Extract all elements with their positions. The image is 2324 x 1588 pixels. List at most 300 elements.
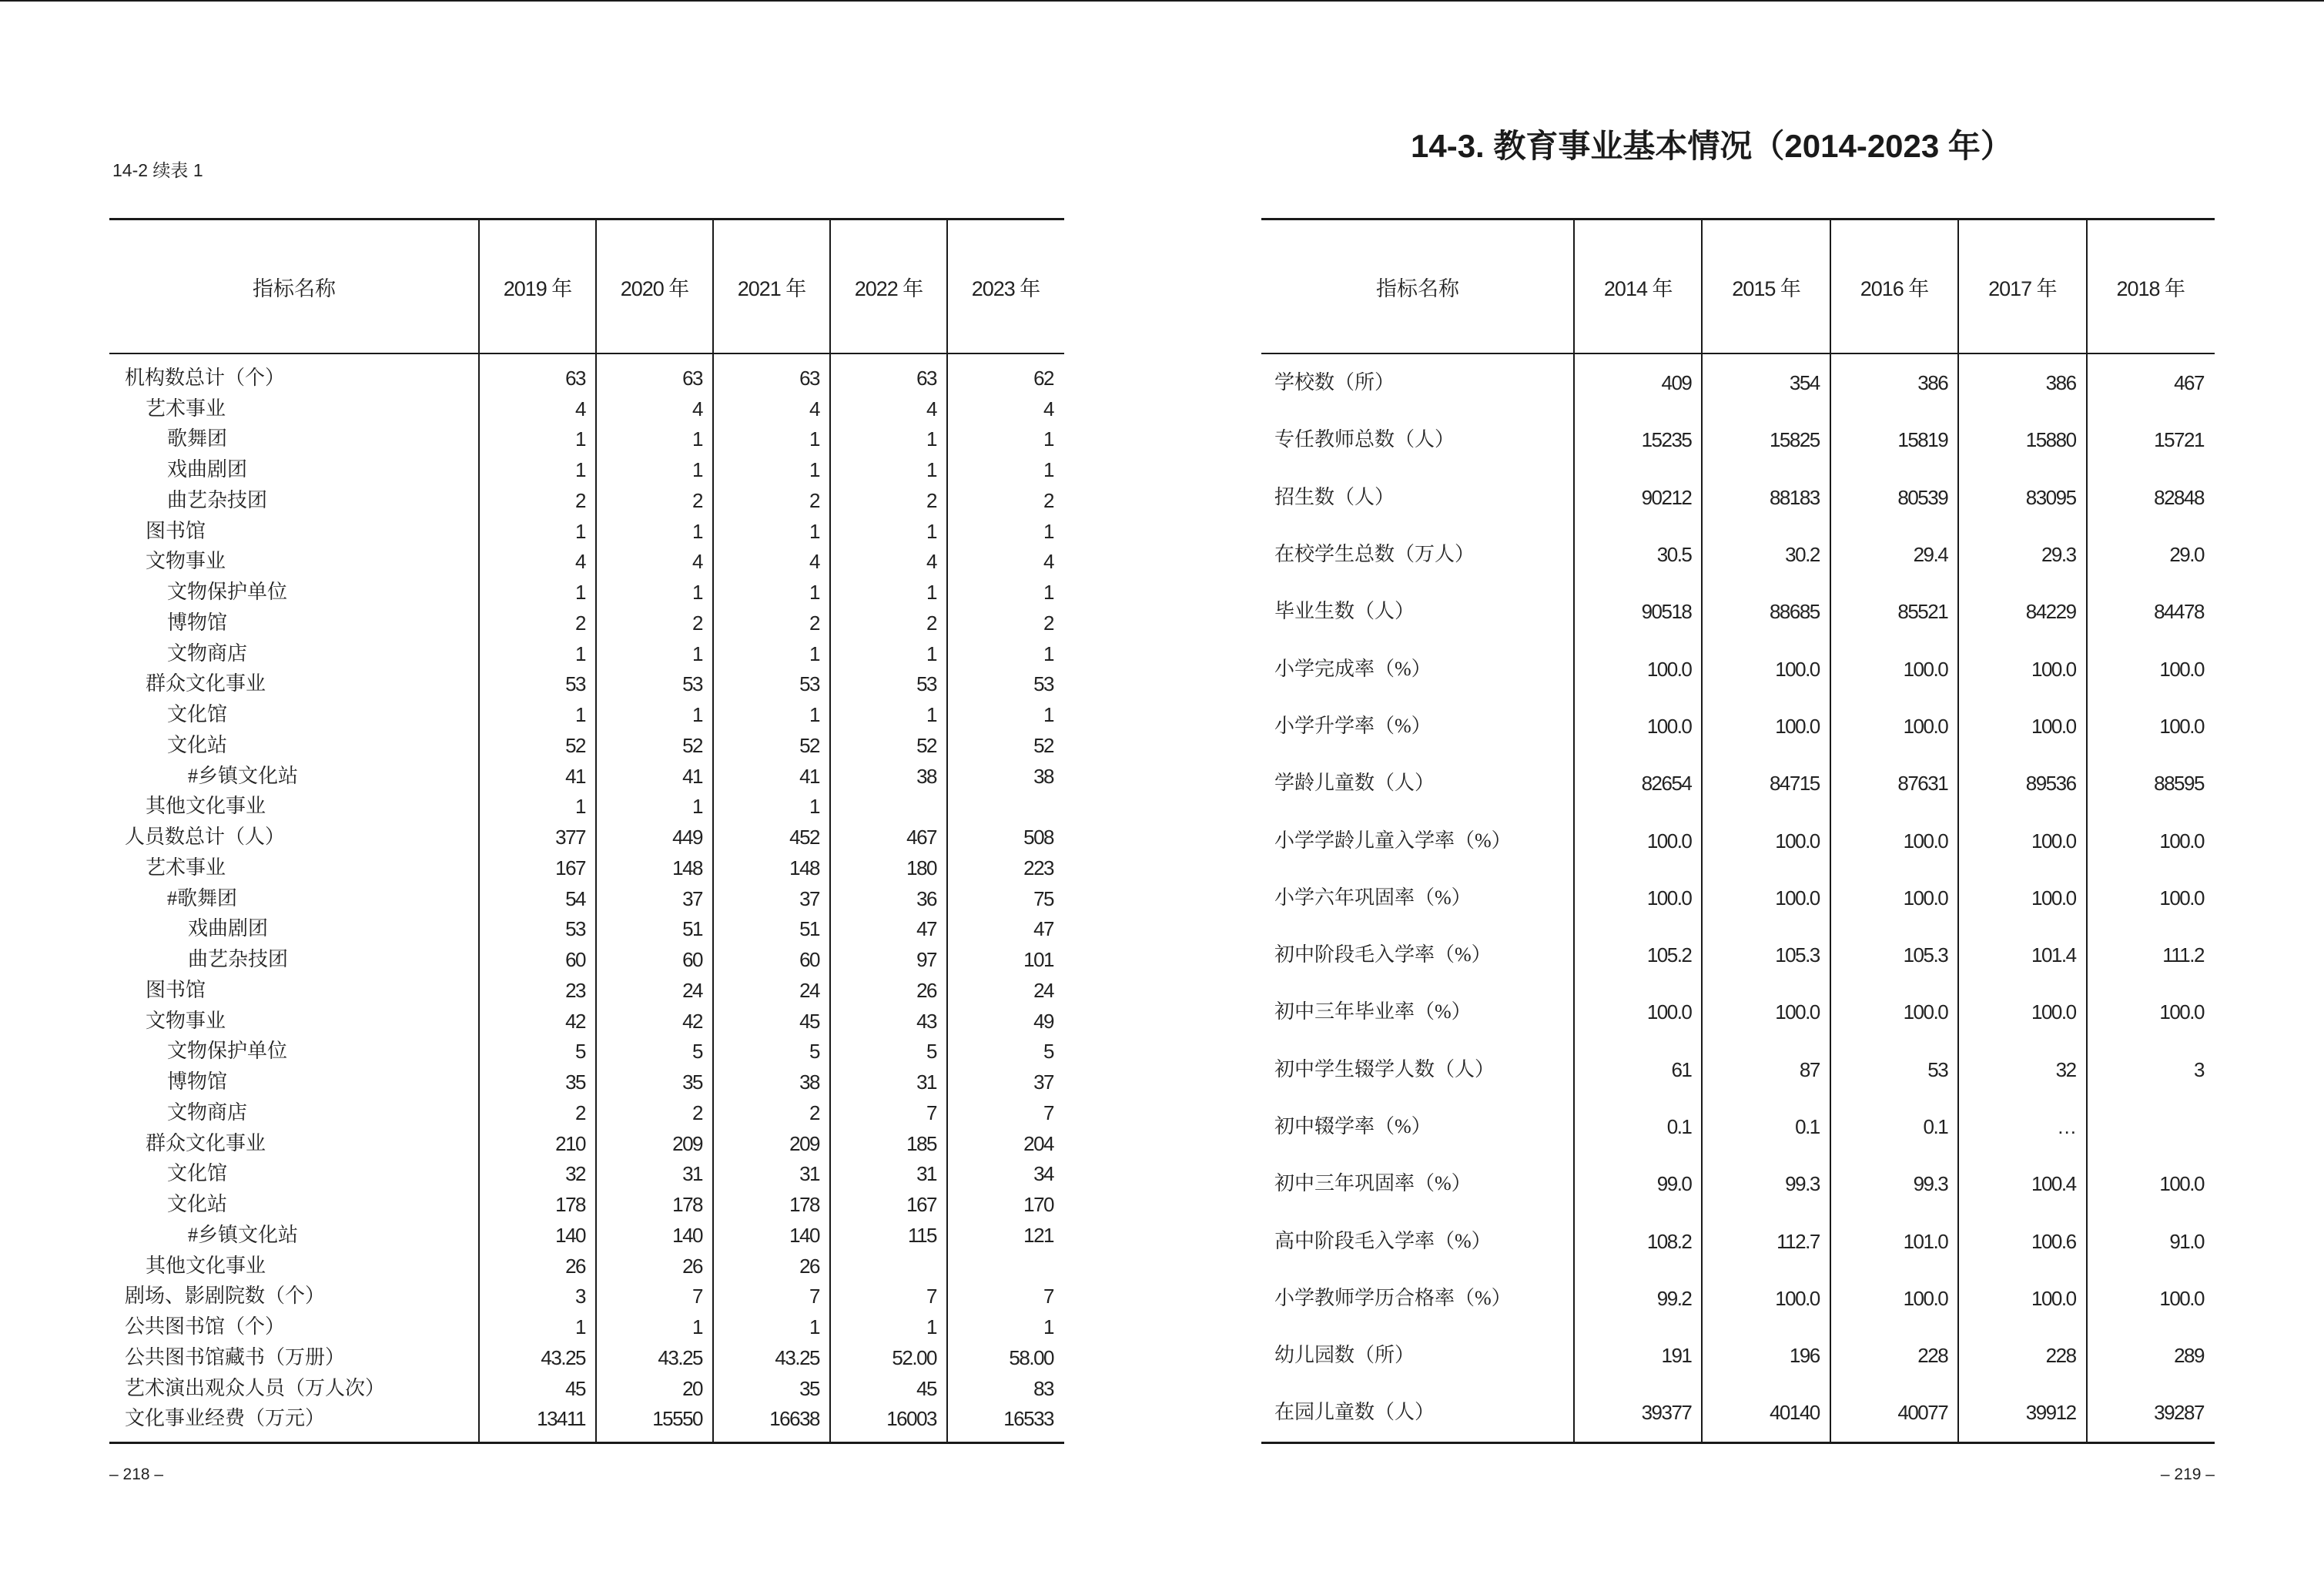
row-label: 戏曲剧团 — [167, 458, 248, 481]
value-cell: 4 — [575, 550, 585, 574]
value-cell: 53 — [565, 917, 585, 941]
value-cell: 42 — [565, 1009, 585, 1033]
row-label: 小学教师学历合格率（%） — [1274, 1286, 1512, 1309]
value-cell: 38 — [1033, 764, 1053, 788]
value-cell: 2 — [575, 1101, 585, 1124]
value-cell: 228 — [2045, 1344, 2076, 1368]
row-label: 曲艺杂技团 — [188, 948, 289, 971]
value-cell: 5 — [692, 1040, 702, 1064]
value-cell: 90212 — [1641, 485, 1692, 509]
value-cell: 83 — [1033, 1376, 1053, 1400]
value-cell: 1 — [575, 1315, 585, 1339]
value-cell: 99.0 — [1656, 1172, 1692, 1196]
table-header — [1261, 220, 2215, 354]
row-label: 戏曲剧团 — [188, 917, 269, 940]
value-cell: 115 — [908, 1223, 936, 1247]
value-cell: 2 — [575, 488, 585, 512]
value-cell: 1 — [692, 519, 702, 543]
row-label: 公共图书馆藏书（万册） — [125, 1345, 346, 1369]
row-label: 毕业生数（人） — [1274, 600, 1415, 623]
row-label: 小学学龄儿童入学率（%） — [1274, 829, 1512, 852]
table-row — [1261, 354, 2215, 411]
row-label: 文物保护单位 — [167, 581, 288, 604]
table-row — [109, 1189, 1064, 1220]
value-cell: 452 — [789, 826, 819, 849]
value-cell: 1 — [1043, 519, 1053, 543]
row-label: 图书馆 — [146, 519, 206, 542]
value-cell: 88183 — [1769, 485, 1820, 509]
culture-statistics-table — [109, 218, 1064, 1444]
value-cell: 4 — [809, 550, 819, 574]
value-cell: 7 — [1043, 1101, 1053, 1124]
value-cell: 2 — [692, 1101, 702, 1124]
value-cell: 1 — [809, 519, 819, 543]
row-label: 小学完成率（%） — [1274, 657, 1432, 680]
value-cell: 7 — [926, 1285, 936, 1308]
value-cell: 140 — [555, 1223, 585, 1247]
value-cell: 1 — [926, 642, 936, 665]
value-cell: 43.25 — [541, 1345, 585, 1369]
row-label: 剧场、影剧院数（个） — [125, 1285, 326, 1308]
value-cell: 4 — [926, 397, 936, 420]
value-cell: 15880 — [2025, 428, 2076, 452]
value-cell: 100.0 — [1903, 714, 1948, 738]
value-cell: 100.0 — [1775, 829, 1820, 853]
row-label: 艺术事业 — [146, 397, 226, 420]
value-cell: 100.0 — [2159, 714, 2204, 738]
row-label: 在校学生总数（万人） — [1274, 543, 1475, 566]
header-year: 2016 年 — [1860, 276, 1929, 300]
table-row — [109, 1281, 1064, 1312]
table-row — [1261, 1098, 2215, 1155]
value-cell: 41 — [799, 764, 819, 788]
row-label: 机构数总计（个） — [125, 366, 286, 389]
value-cell: 3 — [2193, 1057, 2204, 1081]
table-row — [109, 1006, 1064, 1037]
value-cell: 0.1 — [1795, 1115, 1820, 1138]
value-cell: 88685 — [1769, 600, 1820, 624]
value-cell: 100.0 — [2159, 829, 2204, 853]
row-label: 曲艺杂技团 — [167, 488, 268, 511]
value-cell: 88595 — [2154, 772, 2204, 796]
value-cell: 467 — [906, 826, 936, 849]
value-cell: 121 — [1023, 1223, 1053, 1247]
value-cell: 1 — [926, 519, 936, 543]
row-label: 文化站 — [167, 733, 228, 756]
page-number: – 219 – — [2160, 1466, 2215, 1483]
value-cell: 100.0 — [2159, 657, 2204, 681]
value-cell: 100.0 — [1646, 1000, 1692, 1024]
value-cell: 185 — [906, 1131, 936, 1155]
value-cell: 100.0 — [2159, 886, 2204, 910]
value-cell: 100.6 — [2031, 1229, 2076, 1253]
value-cell: 4 — [1043, 397, 1053, 420]
row-label: 初中三年巩固率（%） — [1274, 1172, 1472, 1195]
row-label: #乡镇文化站 — [188, 764, 299, 787]
table-row — [109, 1159, 1064, 1190]
value-cell: … — [2057, 1115, 2076, 1138]
value-cell: 5 — [1043, 1040, 1053, 1064]
value-cell: 100.0 — [1646, 829, 1692, 853]
value-cell: 31 — [682, 1162, 702, 1186]
header-year: 2019 年 — [503, 276, 572, 300]
value-cell: 31 — [916, 1070, 936, 1094]
value-cell: 111.2 — [2162, 943, 2204, 967]
value-cell: 1 — [926, 581, 936, 605]
value-cell: 29.3 — [2041, 543, 2076, 567]
value-cell: 43.25 — [658, 1345, 702, 1369]
table-row — [1261, 526, 2215, 583]
value-cell: 1 — [692, 427, 702, 451]
value-cell: 4 — [575, 397, 585, 420]
value-cell: 167 — [555, 856, 585, 879]
value-cell: 204 — [1023, 1131, 1053, 1155]
value-cell: 140 — [789, 1223, 819, 1247]
value-cell: 15235 — [1641, 428, 1692, 452]
value-cell: 83095 — [2025, 485, 2076, 509]
row-label: 文化馆 — [167, 1162, 228, 1185]
value-cell: 100.0 — [1903, 657, 1948, 681]
row-label: 艺术演出观众人员（万人次） — [125, 1376, 386, 1399]
value-cell: 31 — [799, 1162, 819, 1186]
table-row — [109, 516, 1064, 547]
value-cell: 2 — [692, 488, 702, 512]
value-cell: 53 — [916, 672, 936, 696]
table-row — [1261, 1270, 2215, 1327]
value-cell: 1 — [1043, 642, 1053, 665]
value-cell: 3 — [575, 1285, 585, 1308]
value-cell: 26 — [916, 978, 936, 1002]
value-cell: 61 — [1671, 1057, 1692, 1081]
value-cell: 467 — [2174, 371, 2204, 395]
table-body — [1261, 354, 2215, 1442]
table-row — [1261, 698, 2215, 755]
value-cell: 52 — [799, 733, 819, 757]
table-row — [1261, 869, 2215, 926]
value-cell: 52 — [682, 733, 702, 757]
row-label: 文物事业 — [146, 1009, 226, 1032]
header-year: 2015 年 — [1732, 276, 1800, 300]
value-cell: 24 — [682, 978, 702, 1002]
value-cell: 178 — [789, 1193, 819, 1217]
value-cell: 52.00 — [892, 1345, 936, 1369]
value-cell: 1 — [575, 642, 585, 665]
value-cell: 100.0 — [1646, 657, 1692, 681]
value-cell: 7 — [692, 1285, 702, 1308]
value-cell: 58.00 — [1009, 1345, 1053, 1369]
value-cell: 40077 — [1897, 1401, 1948, 1425]
value-cell: 37 — [1033, 1070, 1053, 1094]
value-cell: 53 — [565, 672, 585, 696]
value-cell: 39377 — [1641, 1401, 1692, 1425]
value-cell: 63 — [799, 366, 819, 390]
table-row — [1261, 469, 2215, 526]
value-cell: 100.0 — [1903, 829, 1948, 853]
value-cell: 63 — [682, 366, 702, 390]
value-cell: 1 — [575, 519, 585, 543]
value-cell: 99.3 — [1785, 1172, 1820, 1196]
value-cell: 100.0 — [1903, 886, 1948, 910]
value-cell: 40140 — [1769, 1401, 1820, 1425]
value-cell: 37 — [682, 886, 702, 910]
top-border-line — [0, 0, 2324, 2]
value-cell: 54 — [565, 886, 585, 910]
value-cell: 53 — [1927, 1057, 1948, 1081]
value-cell: 7 — [926, 1101, 936, 1124]
value-cell: 1 — [809, 581, 819, 605]
value-cell: 100.0 — [2159, 1000, 2204, 1024]
header-year: 2018 年 — [2116, 276, 2185, 300]
value-cell: 180 — [906, 856, 936, 879]
table-row — [109, 1097, 1064, 1128]
row-label: 学龄儿童数（人） — [1274, 772, 1435, 795]
table-row — [109, 1404, 1064, 1435]
value-cell: 47 — [916, 917, 936, 941]
table-row — [1261, 1212, 2215, 1269]
table-row — [1261, 640, 2215, 697]
value-cell: 105.3 — [1775, 943, 1820, 967]
value-cell: 26 — [565, 1254, 585, 1278]
value-cell: 386 — [1917, 371, 1948, 395]
row-label: 其他文化事业 — [146, 1254, 266, 1277]
row-label: 初中阶段毛入学率（%） — [1274, 943, 1492, 967]
value-cell: 30.2 — [1785, 543, 1820, 567]
value-cell: 75 — [1033, 886, 1053, 910]
value-cell: 82848 — [2154, 485, 2204, 509]
value-cell: 52 — [916, 733, 936, 757]
value-cell: 49 — [1033, 1009, 1053, 1033]
value-cell: 100.0 — [1775, 1000, 1820, 1024]
value-cell: 13411 — [537, 1407, 585, 1431]
value-cell: 100.0 — [1775, 657, 1820, 681]
value-cell: 91.0 — [2169, 1229, 2204, 1253]
value-cell: 1 — [809, 795, 819, 819]
table-row — [109, 1067, 1064, 1097]
row-label: 群众文化事业 — [146, 1131, 266, 1154]
education-statistics-table — [1261, 218, 2215, 1444]
value-cell: 84715 — [1769, 772, 1820, 796]
value-cell: 209 — [789, 1131, 819, 1155]
value-cell: 63 — [565, 366, 585, 390]
value-cell: 100.0 — [1646, 886, 1692, 910]
value-cell: 2 — [809, 611, 819, 635]
value-cell: 2 — [575, 611, 585, 635]
table-row — [109, 638, 1064, 669]
value-cell: 100.0 — [2031, 657, 2076, 681]
table-row — [109, 761, 1064, 792]
value-cell: 24 — [1033, 978, 1053, 1002]
table-row — [109, 944, 1064, 975]
value-cell: 16533 — [1003, 1407, 1053, 1431]
row-label: 文物保护单位 — [167, 1040, 288, 1063]
value-cell: 15721 — [2154, 428, 2204, 452]
header-year: 2022 年 — [854, 276, 923, 300]
value-cell: 51 — [799, 917, 819, 941]
value-cell: 228 — [1917, 1344, 1948, 1368]
value-cell: 24 — [799, 978, 819, 1002]
value-cell: 1 — [809, 1315, 819, 1339]
value-cell: 60 — [565, 948, 585, 972]
table-row — [1261, 755, 2215, 812]
value-cell: 112.7 — [1776, 1229, 1820, 1253]
table-row — [1261, 1384, 2215, 1441]
table-row — [109, 1312, 1064, 1342]
row-label: 博物馆 — [167, 1070, 228, 1094]
row-label: 文物事业 — [146, 550, 226, 573]
value-cell: 0.1 — [1666, 1115, 1692, 1138]
value-cell: 29.4 — [1913, 543, 1948, 567]
row-label: 文化馆 — [167, 703, 228, 726]
value-cell: 60 — [682, 948, 702, 972]
value-cell: 41 — [565, 764, 585, 788]
value-cell: 140 — [672, 1223, 702, 1247]
value-cell: 191 — [1661, 1344, 1692, 1368]
table-row — [1261, 926, 2215, 983]
value-cell: 4 — [809, 397, 819, 420]
value-cell: 45 — [799, 1009, 819, 1033]
table-row — [109, 1220, 1064, 1251]
value-cell: 62 — [1033, 366, 1053, 390]
value-cell: 39287 — [2154, 1401, 2204, 1425]
value-cell: 354 — [1789, 371, 1820, 395]
value-cell: 5 — [809, 1040, 819, 1064]
value-cell: 97 — [916, 948, 936, 972]
value-cell: 2 — [809, 1101, 819, 1124]
table-row — [109, 454, 1064, 485]
value-cell: 223 — [1023, 856, 1053, 879]
value-cell: 63 — [916, 366, 936, 390]
value-cell: 87631 — [1897, 772, 1948, 796]
value-cell: 1 — [926, 1315, 936, 1339]
value-cell: 85521 — [1897, 600, 1948, 624]
value-cell: 105.3 — [1903, 943, 1948, 967]
value-cell: 42 — [682, 1009, 702, 1033]
table-row — [109, 699, 1064, 730]
value-cell: 100.0 — [1775, 886, 1820, 910]
value-cell: 100.0 — [1903, 1000, 1948, 1024]
value-cell: 16638 — [769, 1407, 819, 1431]
value-cell: 100.0 — [1903, 1286, 1948, 1310]
value-cell: 1 — [1043, 581, 1053, 605]
value-cell: 1 — [926, 458, 936, 482]
value-cell: 101.4 — [2031, 943, 2076, 967]
value-cell: 1 — [926, 427, 936, 451]
value-cell: 5 — [575, 1040, 585, 1064]
header-year: 2021 年 — [737, 276, 806, 300]
value-cell: 1 — [809, 642, 819, 665]
row-label: 高中阶段毛入学率（%） — [1274, 1229, 1492, 1252]
row-label: 专任教师总数（人） — [1274, 428, 1455, 451]
value-cell: 2 — [1043, 611, 1053, 635]
row-label: 初中辍学率（%） — [1274, 1115, 1432, 1137]
table-row — [109, 608, 1064, 638]
value-cell: 1 — [692, 458, 702, 482]
value-cell: 38 — [916, 764, 936, 788]
table-row — [1261, 411, 2215, 468]
table-row — [109, 792, 1064, 822]
row-label: 歌舞团 — [167, 427, 228, 451]
value-cell: 100.0 — [1775, 1286, 1820, 1310]
table-row — [109, 547, 1064, 578]
row-label: 学校数（所） — [1274, 371, 1395, 394]
value-cell: 210 — [555, 1131, 585, 1155]
value-cell: 100.0 — [2031, 886, 2076, 910]
value-cell: 167 — [906, 1193, 936, 1217]
value-cell: 1 — [1043, 1315, 1053, 1339]
value-cell: 100.0 — [2031, 714, 2076, 738]
table-row — [109, 822, 1064, 853]
table-row — [1261, 983, 2215, 1040]
value-cell: 5 — [926, 1040, 936, 1064]
header-year: 2023 年 — [971, 276, 1040, 300]
table-caption: 14-2 续表 1 — [112, 160, 203, 180]
value-cell: 1 — [809, 427, 819, 451]
row-label: #歌舞团 — [167, 886, 238, 910]
value-cell: 53 — [1033, 672, 1053, 696]
value-cell: 26 — [799, 1254, 819, 1278]
value-cell: 100.0 — [2031, 829, 2076, 853]
value-cell: 23 — [565, 978, 585, 1002]
value-cell: 1 — [575, 581, 585, 605]
page-title: 14-3. 教育事业基本情况（2014-2023 年） — [1411, 128, 2013, 164]
value-cell: 80539 — [1897, 485, 1948, 509]
value-cell: 100.0 — [2159, 1172, 2204, 1196]
value-cell: 84229 — [2025, 600, 2076, 624]
value-cell: 41 — [682, 764, 702, 788]
value-cell: 409 — [1661, 371, 1692, 395]
value-cell: 2 — [809, 488, 819, 512]
table-row — [109, 1128, 1064, 1159]
value-cell: 1 — [1043, 427, 1053, 451]
value-cell: 84478 — [2154, 600, 2204, 624]
value-cell: 35 — [799, 1376, 819, 1400]
value-cell: 100.4 — [2031, 1172, 2076, 1196]
value-cell: 196 — [1789, 1344, 1820, 1368]
value-cell: 45 — [565, 1376, 585, 1400]
table-row — [1261, 583, 2215, 640]
row-label: 艺术事业 — [146, 856, 226, 879]
value-cell: 32 — [2055, 1057, 2076, 1081]
value-cell: 170 — [1023, 1193, 1053, 1217]
value-cell: 2 — [692, 611, 702, 635]
value-cell: 4 — [1043, 550, 1053, 574]
table-row — [109, 883, 1064, 914]
table-row — [109, 853, 1064, 883]
value-cell: 449 — [672, 826, 702, 849]
value-cell: 100.0 — [2031, 1000, 2076, 1024]
table-body — [109, 354, 1064, 1434]
value-cell: 29.0 — [2169, 543, 2204, 567]
value-cell: 30.5 — [1656, 543, 1692, 567]
row-label: 文物商店 — [167, 642, 248, 665]
value-cell: 1 — [575, 795, 585, 819]
row-label: 图书馆 — [146, 978, 206, 1001]
header-year: 2020 年 — [620, 276, 689, 300]
value-cell: 1 — [926, 703, 936, 727]
value-cell: 99.3 — [1913, 1172, 1948, 1196]
value-cell: 101.0 — [1903, 1229, 1948, 1253]
value-cell: 1 — [692, 1315, 702, 1339]
header-indicator-name: 指标名称 — [253, 276, 336, 300]
value-cell: 1 — [809, 458, 819, 482]
value-cell: 37 — [799, 886, 819, 910]
value-cell: 101 — [1023, 948, 1053, 972]
value-cell: 289 — [2174, 1344, 2204, 1368]
value-cell: 43 — [916, 1009, 936, 1033]
value-cell: 4 — [926, 550, 936, 574]
value-cell: 60 — [799, 948, 819, 972]
value-cell: 4 — [692, 550, 702, 574]
